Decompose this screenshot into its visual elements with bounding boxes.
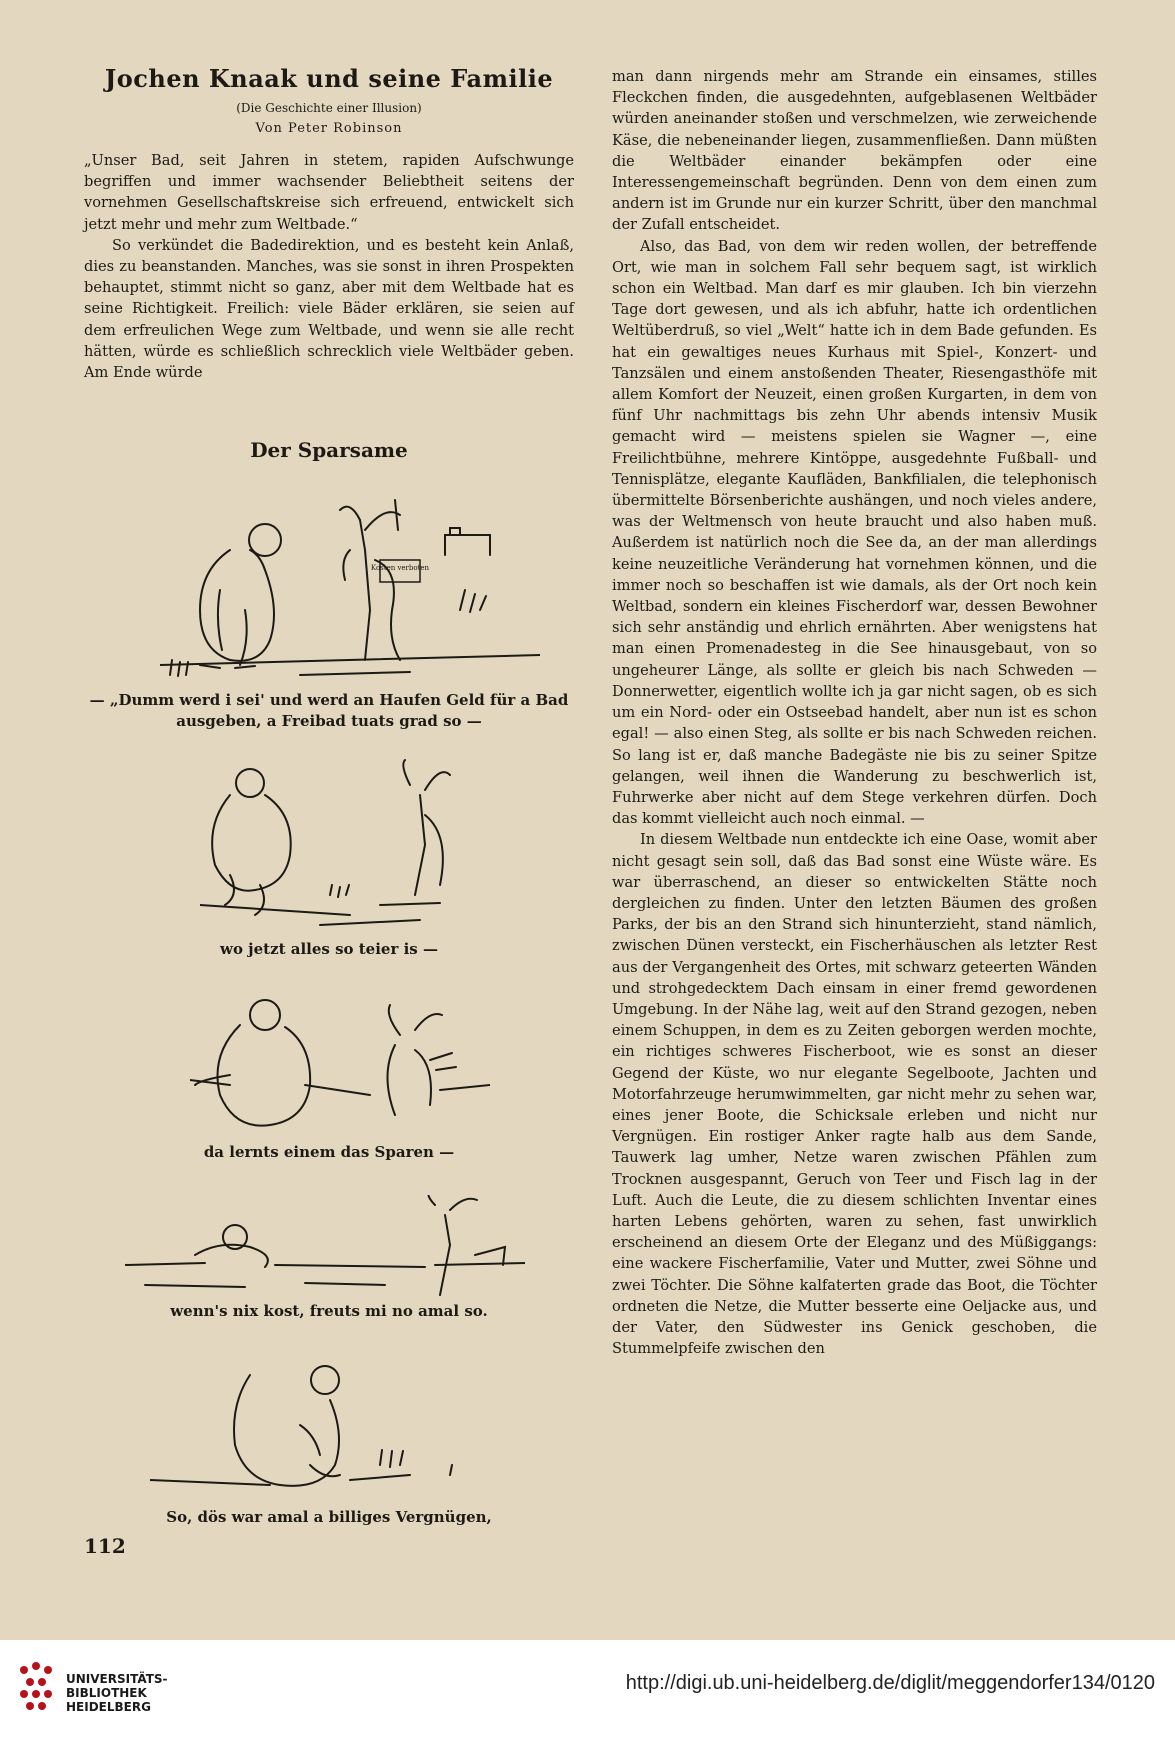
cartoon-panel-5-drawing bbox=[150, 1345, 490, 1500]
cartoon-panel-2-drawing bbox=[200, 755, 500, 935]
cartoon-caption-4: wenn's nix kost, freuts mi no amal so. bbox=[170, 1302, 488, 1320]
cartoon-caption-3: da lernts einem das Sparen — bbox=[203, 1143, 455, 1161]
cartoon-panel-1-drawing bbox=[160, 490, 540, 680]
right-paragraph: In diesem Weltbade nun entdeckte ich eine Oase, womit aber nicht gesagt sein soll, daß das Bad sonst eine Wüste wäre. Es war überraschend, an dieser so entwickelten Stätte noch dergleichen zu finden. Unter den letzten Bäumen des großen Parks, der bis an den Strand sich hinunterzieht, stand nämlich, zwischen Dünen versteckt, ein Fischerhäuschen als letzter Rest aus der Vergangenheit des Ortes, mit schwarz geteerten Wänden und strohgedecktem Dach einsam in einer fremd gewordenen Umgebung. In der Nähe lag, weit auf den Strand gezogen, neben einem Schuppen, in dem es zu Zeiten geborgen werden mochte, ein richtiges schweres Fischerboot, wie es sonst an dieser Gegend der Küste, wo nur elegante Segelboote, Jachten und Motorfahrzeuge herumwimmelten, gar nicht mehr zu sehen war, eines jener Boote, die Schicksale erleben und nicht nur Vergnügen. Ein rostiger Anker ragte halb aus dem Sande, Tauwerk lag umher, Netze waren zwischen Pfählen zum Trocknen ausgespannt, Geruch von Teer und Fisch lag in der Luft. Auch die Leute, die zu diesem schlichten Inventar eines harten Lebens gehörten, waren zu sehen, fast unwirklich erscheinend an diesem Orte der Eleganz und des Müßiggangs: eine wackere Fischerfamilie, Vater und Mutter, zwei Söhne und zwei Töchter. Die Söhne kalfaterten grade das Boot, die Töchter ordneten die Netze, die Mutter besserte eine Oeljacke aus, und der Vater, den Südwester ins Genick geschoben, die Stummelpfeife zwischen den bbox=[612, 831, 1097, 1358]
cartoon-caption-2: wo jetzt alles so teier is — bbox=[220, 940, 438, 958]
university-logo-icon bbox=[16, 1660, 58, 1718]
cartoon-title: Der Sparsame bbox=[250, 438, 408, 462]
article-title: Jochen Knaak und seine Familie bbox=[104, 64, 554, 93]
cartoon-caption-5: So, dös war amal a billiges Vergnügen, bbox=[166, 1508, 492, 1526]
source-url-link[interactable]: http://digi.ub.uni-heidelberg.de/diglit/meggendorfer134/0120 bbox=[625, 1672, 1155, 1694]
left-paragraph: So verkündet die Badedirektion, und es besteht kein Anlaß, dies zu beanstanden. Manches, was sie sonst in ihren Prospekten behauptet, stimmt nicht so ganz, aber mit dem Weltbade hat es seine Richtigkeit. Freilich: viele Bäder erklären, sie seien auf dem erfreulichen Wege zum Weltbade, und wenn sie alle recht hätten, würde es schließlich schrecklich viele Weltbäder geben. Am Ende würde bbox=[84, 236, 574, 382]
right-paragraph: man dann nirgends mehr am Strande ein einsames, stilles Fleckchen finden, die ausgedehnten, aufgeblasenen Weltbäder würden aneinander stoßen und verschmelzen, wie zerweichende Käse, die nebeneinander liegen, zusammenfließen. Dann müßten die Weltbäder einander bekämpfen oder eine Interessengemeinschaft begründen. Denn von dem einen zum andern ist im Grunde nur ein kurzer Schritt, über den manchmal der Zufall entscheidet. bbox=[612, 68, 1097, 234]
library-name-line: HEIDELBERG bbox=[66, 1700, 151, 1714]
footer-bar bbox=[0, 1640, 1175, 1740]
right-paragraph: Also, das Bad, von dem wir reden wollen, der betreffende Ort, wie man in solchem Fall sehr bequem sagt, ist wirklich schon ein Weltbad. Man darf es mir glauben. Ich bin vierzehn Tage dort gewesen, und als ich abfuhr, hatte ich ordentlichen Weltüberdruß, so viel „Welt“ hatte ich in dem Bade gefunden. Es hat ein gewaltiges neues Kurhaus mit Spiel-, Konzert- und Tanzsälen und einem anstoßenden Theater, Riesengasthöfe mit allem Komfort der Neuzeit, einen großen Kurgarten, in dem von fünf Uhr nachmittags bis zehn Uhr abends intensiv Musik gemacht wird — meistens spielen sie Wagner —, eine Freilichtbühne, mehrere Kintöppe, ausgedehnte Fußball- und Tennisplätze, elegante Kaufläden, Bankfilialen, die telephonisch übermittelte Börsenberichte aushängen, und noch vieles andere, was der Weltmensch von heute braucht und also haben muß. Außerdem ist natürlich noch die See da, an der man allerdings keine neuzeitliche Veränderung hat vornehmen können, und die immer noch so beschaffen ist wie damals, als der Ort noch kein Weltbad, sondern ein kleines Fischerdorf war, dessen Bewohner sich sehr anständig und ehrlich ernährten. Aber wenigstens hat man einen Promenadesteg in die See hinausgebaut, von so ungeheurer Länge, als sollte er gleich bis nach Schweden — Donnerwetter, eigentlich wollte ich ja gar nicht sagen, ob es sich um ein Nord- oder ein Ostseebad handelt, aber nun ist es schon egal! — also einen Steg, als sollte er bis nach Schweden reichen. So lang ist er, daß manche Badegäste nie bis zu seiner Spitze gelangen, weil ihnen die Wanderung zu beschwerlich ist, Fuhrwerke aber nicht auf dem Stege verkehren dürfen. Doch das kommt vielleicht auch noch einmal. — bbox=[612, 237, 1097, 828]
right-column bbox=[612, 66, 1097, 1359]
library-name-line: BIBLIOTHEK bbox=[66, 1686, 147, 1700]
cartoon-caption-1: — „Dumm werd i sei' und werd an Haufen Geld für a Bad ausgeben, a Freibad tuats grad so — bbox=[89, 691, 569, 730]
library-name-line: UNIVERSITÄTS- bbox=[66, 1672, 168, 1686]
cartoon-panel-4-drawing bbox=[125, 1195, 525, 1305]
article-subtitle: (Die Geschichte einer Illusion) bbox=[236, 101, 422, 115]
article-byline: Von Peter Robinson bbox=[255, 121, 403, 136]
cartoon-panel-3-drawing bbox=[190, 985, 490, 1150]
library-name bbox=[66, 1672, 168, 1714]
left-column bbox=[84, 58, 574, 383]
sign-text: Kosten verboten bbox=[370, 564, 430, 572]
page-number: 112 bbox=[84, 1534, 126, 1558]
left-paragraph: „Unser Bad, seit Jahren in stetem, rapiden Aufschwunge begriffen und immer wachsender Beliebtheit seitens der vornehmen Gesellschaftskreise sich erfreuend, entwickelt sich jetzt mehr und mehr zum Weltbade.“ bbox=[84, 152, 574, 233]
